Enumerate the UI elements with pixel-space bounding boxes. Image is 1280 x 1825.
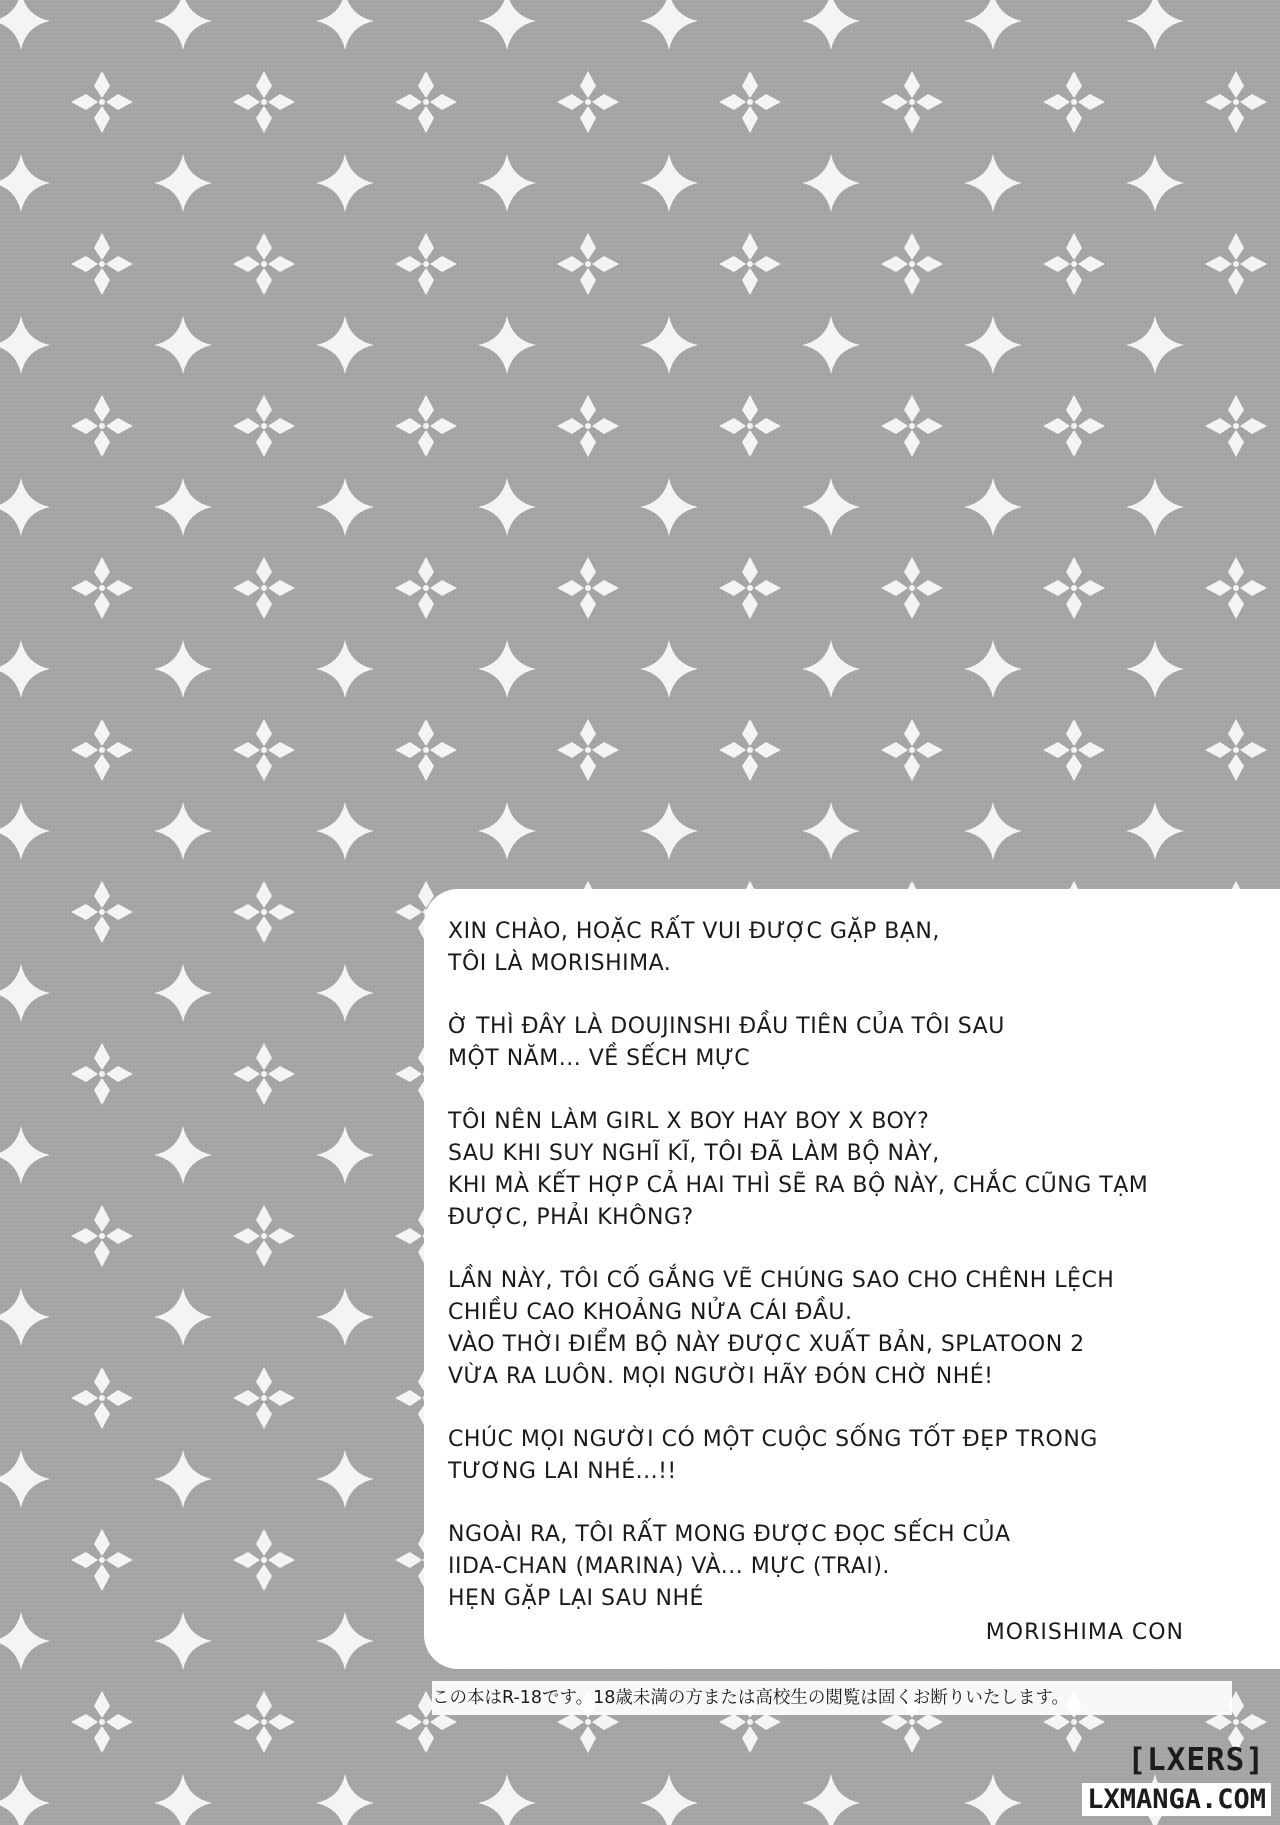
- note-line: TÔI NÊN LÀM GIRL X BOY HAY BOY X BOY?: [448, 1109, 930, 1134]
- note-line: CHIỀU CAO KHOẢNG NỬA CÁI ĐẦU.: [448, 1300, 853, 1325]
- site-watermark: [1065, 1742, 1275, 1822]
- note-line: CHÚC MỌI NGƯỜI CÓ MỘT CUỘC SỐNG TỐT ĐẸP TRONG: [448, 1427, 1098, 1452]
- watermark-site-url: LXMANGA.COM: [1082, 1783, 1271, 1816]
- note-line: [448, 1234, 1248, 1265]
- note-line: [448, 1393, 1248, 1424]
- note-line: TƯƠNG LAI NHÉ...!!: [448, 1459, 677, 1484]
- note-line: [448, 980, 1248, 1011]
- note-line: IIDA-CHAN (MARINA) VÀ... MỰC (TRAI).: [448, 1554, 890, 1579]
- note-line: TÔI LÀ MORISHIMA.: [448, 951, 672, 976]
- watermark-group-name: [LXERS]: [1127, 1742, 1265, 1778]
- author-signature: MORISHIMA CON: [985, 1620, 1184, 1645]
- note-line: NGOÀI RA, TÔI RẤT MONG ĐƯỢC ĐỌC SẾCH CỦA: [448, 1522, 1011, 1547]
- note-line: MỘT NĂM... VỀ SẾCH MỰC: [448, 1046, 751, 1071]
- note-line: VỪA RA LUÔN. MỌI NGƯỜI HÃY ĐÓN CHỜ NHÉ!: [448, 1364, 994, 1389]
- note-line: [448, 1488, 1248, 1519]
- note-line: LẦN NÀY, TÔI CỐ GẮNG VẼ CHÚNG SAO CHO CHÊNH LỆCH: [448, 1268, 1115, 1293]
- note-line: HẸN GẶP LẠI SAU NHÉ: [448, 1586, 704, 1611]
- author-note-text: [448, 916, 1248, 1615]
- note-line: ĐƯỢC, PHẢI KHÔNG?: [448, 1205, 694, 1230]
- note-line: Ờ THÌ ĐÂY LÀ DOUJINSHI ĐẦU TIÊN CỦA TÔI SAU: [448, 1014, 1005, 1039]
- note-line: XIN CHÀO, HOẶC RẤT VUI ĐƯỢC GẶP BẠN,: [448, 919, 940, 944]
- note-line: KHI MÀ KẾT HỢP CẢ HAI THÌ SẼ RA BỘ NÀY, CHẮC CŨNG TẠM: [448, 1173, 1149, 1198]
- note-line: SAU KHI SUY NGHĨ KĨ, TÔI ĐÃ LÀM BỘ NÀY,: [448, 1141, 940, 1166]
- age-disclaimer: この本はR-18です。18歳未満の方または高校生の閲覧は固くお断りいたします。: [432, 1681, 1232, 1715]
- note-line: [448, 1075, 1248, 1106]
- note-line: VÀO THỜI ĐIỂM BỘ NÀY ĐƯỢC XUẤT BẢN, SPLATOON 2: [448, 1332, 1085, 1357]
